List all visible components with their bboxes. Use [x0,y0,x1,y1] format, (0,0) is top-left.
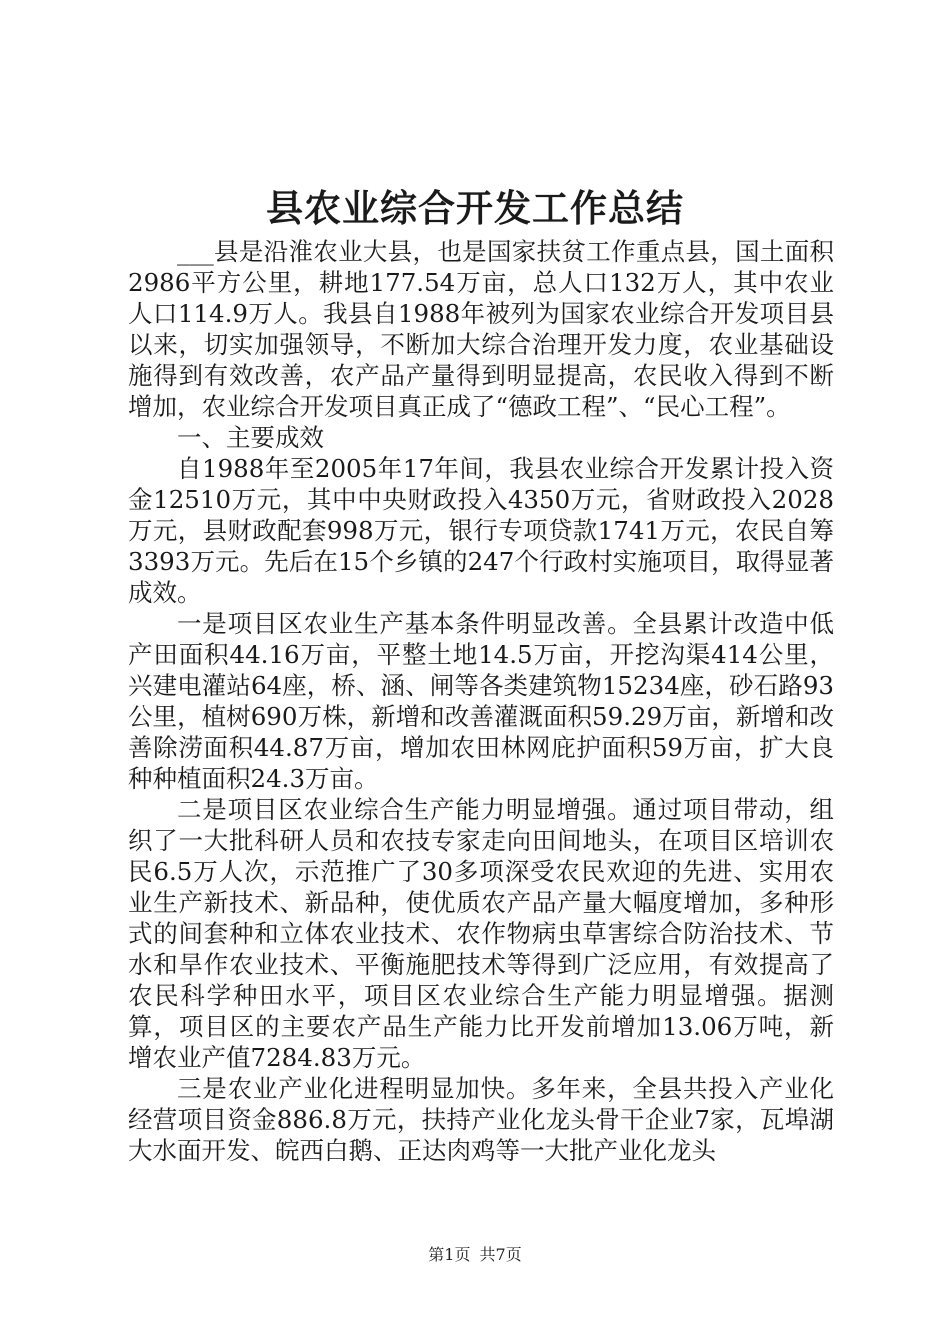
paragraph-industrialization: 三是农业产业化进程明显加快。多年来，全县共投入产业化经营项目资金886.8万元，扶持产业化龙头骨干企业7家，瓦埠湖大水面开发、皖西白鹅、正达肉鸡等一大批产业化龙头 [128,1074,834,1165]
section-heading: 一、主要成效 [177,423,324,452]
page-footer [0,1244,950,1266]
document-body [128,236,834,1166]
document-title: 县农业综合开发工作总结 [266,186,684,230]
page-number: 第1页 [428,1245,471,1264]
paragraph-conditions: 一是项目区农业生产基本条件明显改善。全县累计改造中低产田面积44.16万亩，平整土地14.5万亩，开挖沟渠414公里，兴建电灌站64座，桥、涵、闸等各类建筑物15234座，砂石路93公里，植树690万株，新增和改善灌溉面积59.29万亩，新增和改善除涝面积44.87万亩，增加农田林网庇护面积59万亩，扩大良种种植面积24.3万亩。 [128,609,834,793]
page-total: 共7页 [479,1245,522,1264]
paragraph-capacity: 二是项目区农业综合生产能力明显增强。通过项目带动，组织了一大批科研人员和农技专家走向田间地头，在项目区培训农民6.5万人次，示范推广了30多项深受农民欢迎的先进、实用农业生产新技术、新品种，使优质农产品产量大幅度增加，多种形式的间套种和立体农业技术、农作物病虫草害综合防治技术、节水和旱作农业技术、平衡施肥技术等得到广泛应用，有效提高了农民科学种田水平，项目区农业综合生产能力明显增强。据测算，项目区的主要农产品生产能力比开发前增加13.06万吨，新增农业产值7284.83万元。 [128,795,834,1072]
paragraph-intro: ___县是沿淮农业大县，也是国家扶贫工作重点县，国土面积2986平方公里，耕地177.54万亩，总人口132万人，其中农业人口114.9万人。我县自1988年被列为国家农业综合开发项目县以来，切实加强领导，不断加大综合治理开发力度，农业基础设施得到有效改善，农产品产量得到明显提高，农民收入得到不断增加，农业综合开发项目真正成了“德政工程”、“民心工程”。 [128,237,834,421]
paragraph-investment: 自1988年至2005年17年间，我县农业综合开发累计投入资金12510万元，其中中央财政投入4350万元，省财政投入2028万元，县财政配套998万元，银行专项贷款1741万元，农民自筹3393万元。先后在15个乡镇的247个行政村实施项目，取得显著成效。 [128,454,834,607]
